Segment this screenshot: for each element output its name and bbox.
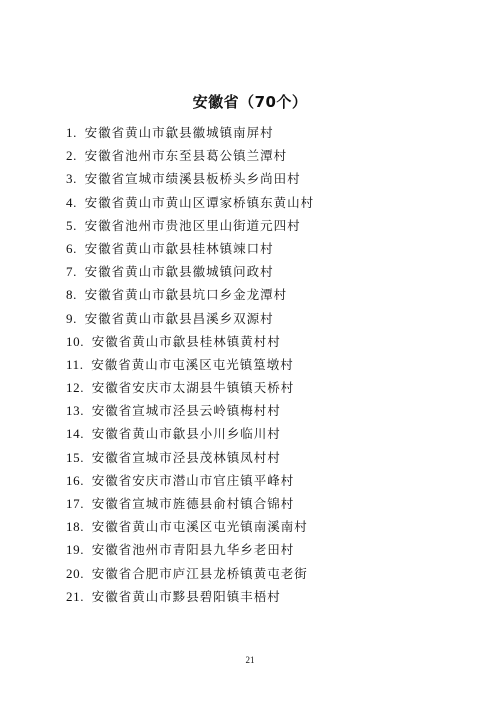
list-item [66,237,314,260]
item-text: 安徽省安庆市太湖县牛镇镇天桥村 [91,380,295,396]
item-text: 安徽省黄山市歙县桂林镇黄村村 [91,333,281,349]
item-text: 安徽省黄山市歙县昌溪乡双源村 [84,310,274,326]
item-number: 11. [66,356,92,372]
item-number: 8. [66,287,85,303]
list-item [66,515,314,538]
list-item [66,283,314,306]
list-item [66,585,314,608]
item-text: 安徽省池州市贵池区里山街道元四村 [84,217,301,233]
item-text: 安徽省安庆市潜山市官庄镇平峰村 [91,472,295,488]
item-text: 安徽省黄山市歙县桂林镇竦口村 [84,240,274,256]
list-item [66,492,314,515]
list-item [66,469,314,492]
item-number: 18. [66,519,92,535]
item-text: 安徽省黄山市歙县徽城镇问政村 [84,264,274,280]
list-item [66,538,314,561]
list-item [66,330,314,353]
item-number: 2. [66,148,85,164]
item-text: 安徽省宣城市旌德县俞村镇合锦村 [91,496,295,511]
item-text: 安徽省黄山市歙县徽城镇南屏村 [84,125,274,140]
list-item [66,167,314,190]
item-number: 4. [66,194,85,210]
item-text: 安徽省黄山市屯溪区屯光镇篁墩村 [91,356,294,372]
item-text: 安徽省黄山市歙县坑口乡金龙潭村 [84,287,288,303]
item-text: 安徽省池州市东至县葛公镇兰潭村 [84,148,288,164]
item-number: 16. [66,472,92,488]
item-number: 5. [66,217,85,233]
item-text: 安徽省黄山市歙县小川乡临川村 [91,426,281,442]
item-text: 安徽省宣城市泾县云岭镇梅村村 [91,403,281,419]
item-number: 15. [66,449,92,465]
item-text: 安徽省宣城市泾县茂林镇凤村村 [91,449,281,465]
item-number: 17. [66,496,92,511]
item-text: 安徽省池州市青阳县九华乡老田村 [91,542,295,558]
list-item [66,446,314,469]
list-item [66,191,314,214]
list-item [66,260,314,283]
item-number: 6. [66,240,85,256]
item-text: 安徽省黄山市黟县碧阳镇丰梧村 [91,588,281,604]
list-item [66,422,314,445]
item-number: 10. [66,333,92,349]
item-number: 21. [66,588,92,604]
section-heading: 安徽省（70个） [192,93,308,111]
item-number: 13. [66,403,92,419]
item-text: 安徽省合肥市庐江县龙桥镇黄屯老街 [91,565,308,581]
item-number: 12. [66,380,92,396]
item-number: 20. [66,565,92,581]
page-number: 21 [245,655,255,665]
item-number: 14. [66,426,92,442]
list-item [66,399,314,422]
list-item [66,562,314,585]
item-text: 安徽省黄山市黄山区谭家桥镇东黄山村 [84,194,315,210]
item-number: 1. [66,125,85,140]
list-item [66,353,314,376]
list-item [66,307,314,330]
village-list [66,121,314,608]
item-text: 安徽省黄山市屯溪区屯光镇南溪南村 [91,519,308,535]
item-number: 3. [66,171,85,187]
list-item [66,121,314,144]
item-number: 9. [66,310,85,326]
list-item [66,376,314,399]
list-item [66,214,314,237]
item-number: 7. [66,264,85,280]
item-text: 安徽省宣城市绩溪县板桥头乡尚田村 [84,171,301,187]
item-number: 19. [66,542,92,558]
list-item [66,144,314,167]
